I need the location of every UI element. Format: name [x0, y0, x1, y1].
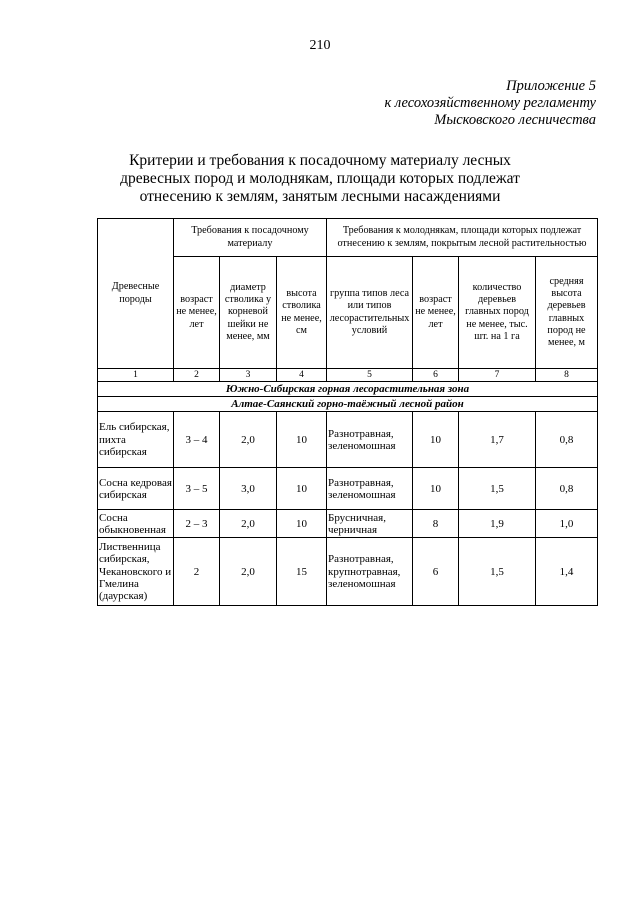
header-sub-tree-count: количество деревьев главных пород не менее, тыс. шт. на 1 га — [459, 257, 536, 369]
table-row — [98, 510, 598, 538]
appendix-line-3: Мысковского лесничества — [434, 112, 596, 128]
column-number: 5 — [327, 369, 413, 382]
young-age: 10 — [413, 412, 459, 468]
header-sub-diameter: диаметр стволика у корневой шейки не менее, мм — [220, 257, 277, 369]
header-sub-forest-type: группа типов леса или типов лесорастительных условий — [327, 257, 413, 369]
tree-count: 1,5 — [459, 538, 536, 606]
title-line-3: отнесению к землям, занятым лесными насаждениями — [139, 188, 501, 205]
district-heading: Алтае-Саянский горно-таёжный лесной район — [98, 397, 598, 412]
material-height: 15 — [277, 538, 327, 606]
column-number: 3 — [220, 369, 277, 382]
zone-row — [98, 382, 598, 397]
header-row-groups — [98, 219, 598, 257]
forest-type: Разнотравная, зеленомошная — [327, 468, 413, 510]
appendix-caption — [236, 78, 596, 129]
material-diameter: 2,0 — [220, 412, 277, 468]
column-number-row — [98, 369, 598, 382]
header-sub-avg-height: средняя высота деревьев главных пород не менее, м — [536, 257, 598, 369]
young-age: 10 — [413, 468, 459, 510]
material-diameter: 2,0 — [220, 510, 277, 538]
district-row — [98, 397, 598, 412]
tree-count: 1,9 — [459, 510, 536, 538]
material-age: 3 – 4 — [174, 412, 220, 468]
title-line-2: древесных пород и молоднякам, площади которых подлежат — [120, 170, 520, 187]
column-number: 6 — [413, 369, 459, 382]
avg-height: 1,0 — [536, 510, 598, 538]
young-age: 8 — [413, 510, 459, 538]
appendix-line-2: к лесохозяйственному регламенту — [384, 95, 596, 111]
zone-heading: Южно-Сибирская горная лесорастительная зона — [98, 382, 598, 397]
header-young-stands: Требования к молоднякам, площади которых подлежат отнесению к землям, покрытым лесной растительностью — [327, 219, 598, 257]
page-number: 210 — [309, 38, 331, 53]
header-species: Древесные породы — [98, 219, 174, 369]
material-height: 10 — [277, 412, 327, 468]
species-name: Сосна кедровая сибирская — [98, 468, 174, 510]
forest-type: Разнотравная, зеленомошная — [327, 412, 413, 468]
tree-count: 1,7 — [459, 412, 536, 468]
header-sub-age: возраст не менее, лет — [174, 257, 220, 369]
material-age: 2 – 3 — [174, 510, 220, 538]
material-diameter: 2,0 — [220, 538, 277, 606]
header-planting-material: Требования к посадочному материалу — [174, 219, 327, 257]
forest-type: Разнотравная, крупнотравная, зеленомошная — [327, 538, 413, 606]
material-height: 10 — [277, 468, 327, 510]
column-number: 8 — [536, 369, 598, 382]
column-number: 2 — [174, 369, 220, 382]
young-age: 6 — [413, 538, 459, 606]
table-row — [98, 468, 598, 510]
column-number: 1 — [98, 369, 174, 382]
forest-type: Брусничная, черничная — [327, 510, 413, 538]
material-age: 2 — [174, 538, 220, 606]
material-age: 3 – 5 — [174, 468, 220, 510]
avg-height: 0,8 — [536, 412, 598, 468]
header-sub-height: высота стволика не менее, см — [277, 257, 327, 369]
table-row — [98, 538, 598, 606]
table-row — [98, 412, 598, 468]
title-line-1: Критерии и требования к посадочному материалу лесных — [129, 152, 511, 169]
document-title — [100, 152, 540, 206]
column-number: 7 — [459, 369, 536, 382]
criteria-table — [97, 218, 598, 606]
species-name: Лиственница сибирская, Чекановского и Гмелина (даурская) — [98, 538, 174, 606]
species-name: Сосна обыкновенная — [98, 510, 174, 538]
avg-height: 0,8 — [536, 468, 598, 510]
species-name: Ель сибирская, пихта сибирская — [98, 412, 174, 468]
material-height: 10 — [277, 510, 327, 538]
header-sub-young-age: возраст не менее, лет — [413, 257, 459, 369]
column-number: 4 — [277, 369, 327, 382]
material-diameter: 3,0 — [220, 468, 277, 510]
tree-count: 1,5 — [459, 468, 536, 510]
avg-height: 1,4 — [536, 538, 598, 606]
appendix-line-1: Приложение 5 — [506, 78, 596, 94]
